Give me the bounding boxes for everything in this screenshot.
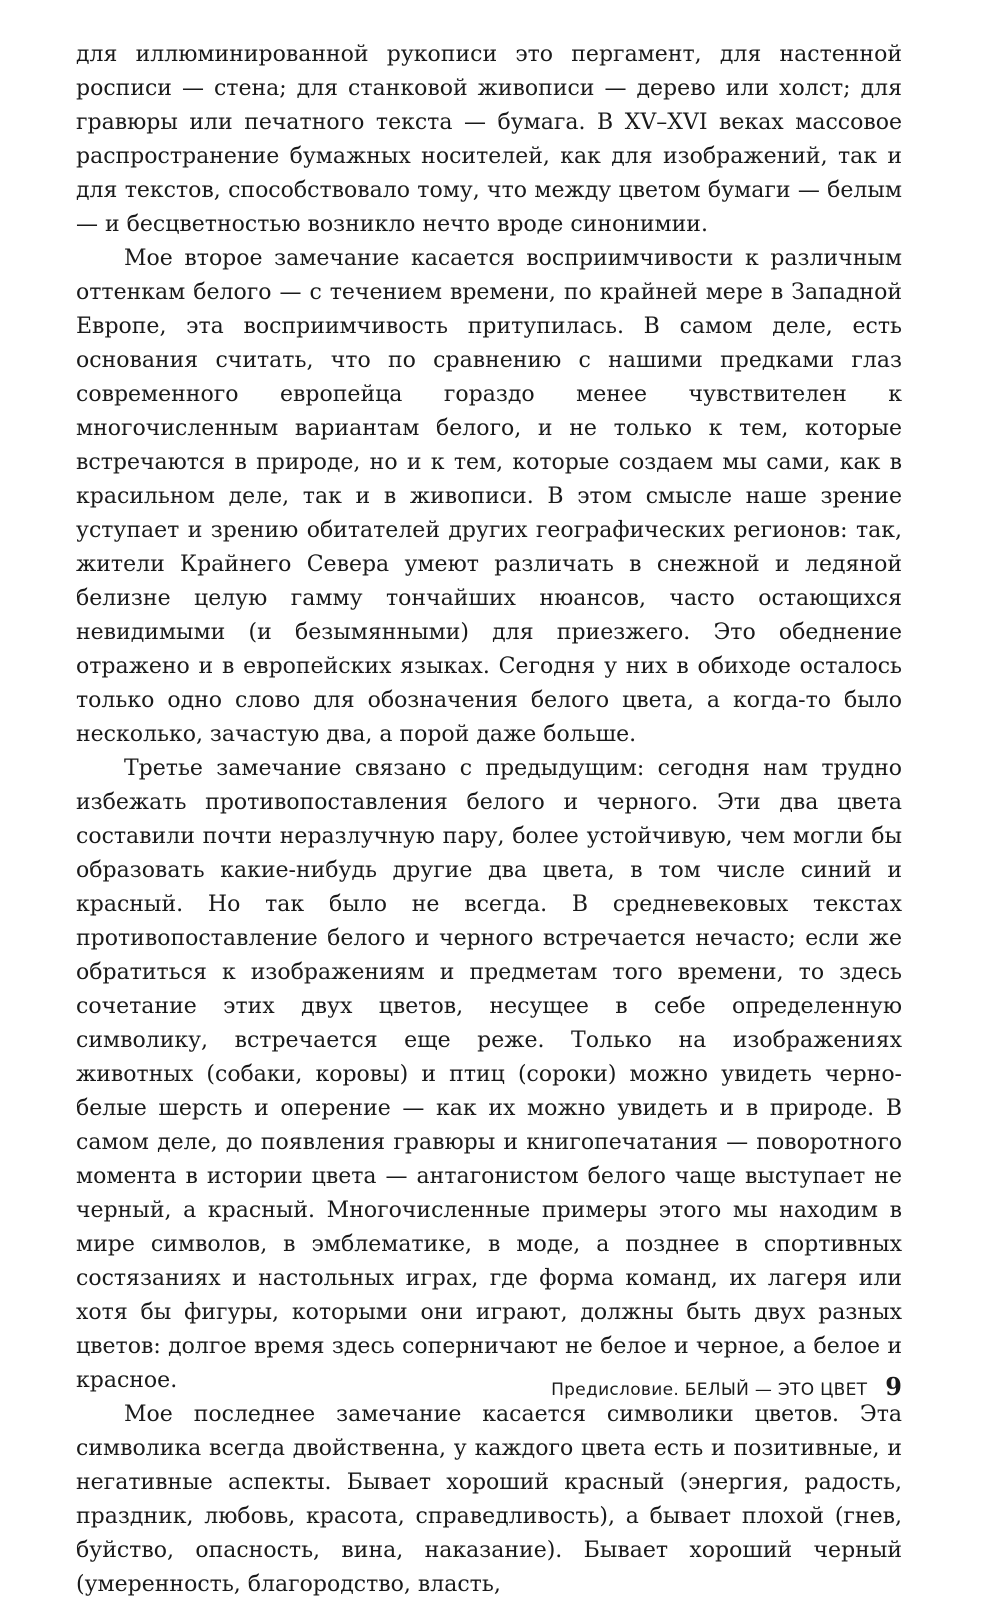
- paragraph-last-remark: Мое последнее замечание касается символики цветов. Эта символика всегда двойственна, у каждого цвета есть и позитивные, и негативные аспекты. Бывает хороший красный (энергия, радость, праздник, любовь, красота, справедливость), а бывает плохой (гнев, буйство, опасность, вина, наказание). Бывает хороший черный (умеренность, благородство, власть,: [76, 1402, 902, 1597]
- paragraph-continued: для иллюминированной рукописи это пергамент, для настенной росписи — стена; для станковой живописи — дерево или холст; для гравюры или печатного текста — бумага. В XV–XVI веках массовое распространение бумажных носителей, как для изображений, так и для текстов, способствовало тому, что между цветом бумаги — белым — и бесцветностью возникло нечто вроде синонимии.: [76, 42, 902, 237]
- page-body: [76, 38, 902, 1602]
- page-footer: [500, 1372, 902, 1412]
- paragraph-second-remark: Мое второе замечание касается восприимчивости к различным оттенкам белого — с течением времени, по крайней мере в Западной Европе, эта восприимчивость притупилась. В самом деле, есть основания считать, что по сравнению с нашими предками глаз современного европейца гораздо менее чувствителен к многочисленным вариантам белого, и не только к тем, которые встречаются в природе, но и к тем, которые создаем мы сами, как в красильном деле, так и в живописи. В этом смысле наше зрение уступает и зрению обитателей других географических регионов: так, жители Крайнего Севера умеют различать в снежной и ледяной белизне целую гамму тончайших нюансов, часто остающихся невидимыми (и безымянными) для приезжего. Это обеднение отражено и в европейских языках. Сегодня у них в обиходе осталось только одно слово для обозначения белого цвета, а когда-то было несколько, зачастую два, а порой даже больше.: [76, 246, 902, 747]
- page-number: 9: [885, 1372, 902, 1401]
- running-head: Предисловие. БЕЛЫЙ — ЭТО ЦВЕТ: [551, 1380, 868, 1400]
- paragraph-third-remark: Третье замечание связано с предыдущим: сегодня нам трудно избежать противопоставления белого и черного. Эти два цвета составили почти неразлучную пару, более устойчивую, чем могли бы образовать какие-нибудь другие два цвета, в том числе синий и красный. Но так было не всегда. В средневековых текстах противопоставление белого и черного встречается нечасто; если же обратиться к изображениям и предметам того времени, то здесь сочетание этих двух цветов, несущее в себе определенную символику, встречается еще реже. Только на изображениях животных (собаки, коровы) и птиц (сороки) можно увидеть черно-белые шерсть и оперение — как их можно увидеть и в природе. В самом деле, до появления гравюры и книгопечатания — поворотного момента в истории цвета — антагонистом белого чаще выступает не черный, а красный. Многочисленные примеры этого мы находим в мире символов, в эмблематике, в моде, а позднее в спортивных состязаниях и настольных играх, где форма команд, их лагеря или хотя бы фигуры, которыми они играют, должны быть двух разных цветов: долгое время здесь соперничают не белое и черное, а белое и красное.: [76, 756, 902, 1393]
